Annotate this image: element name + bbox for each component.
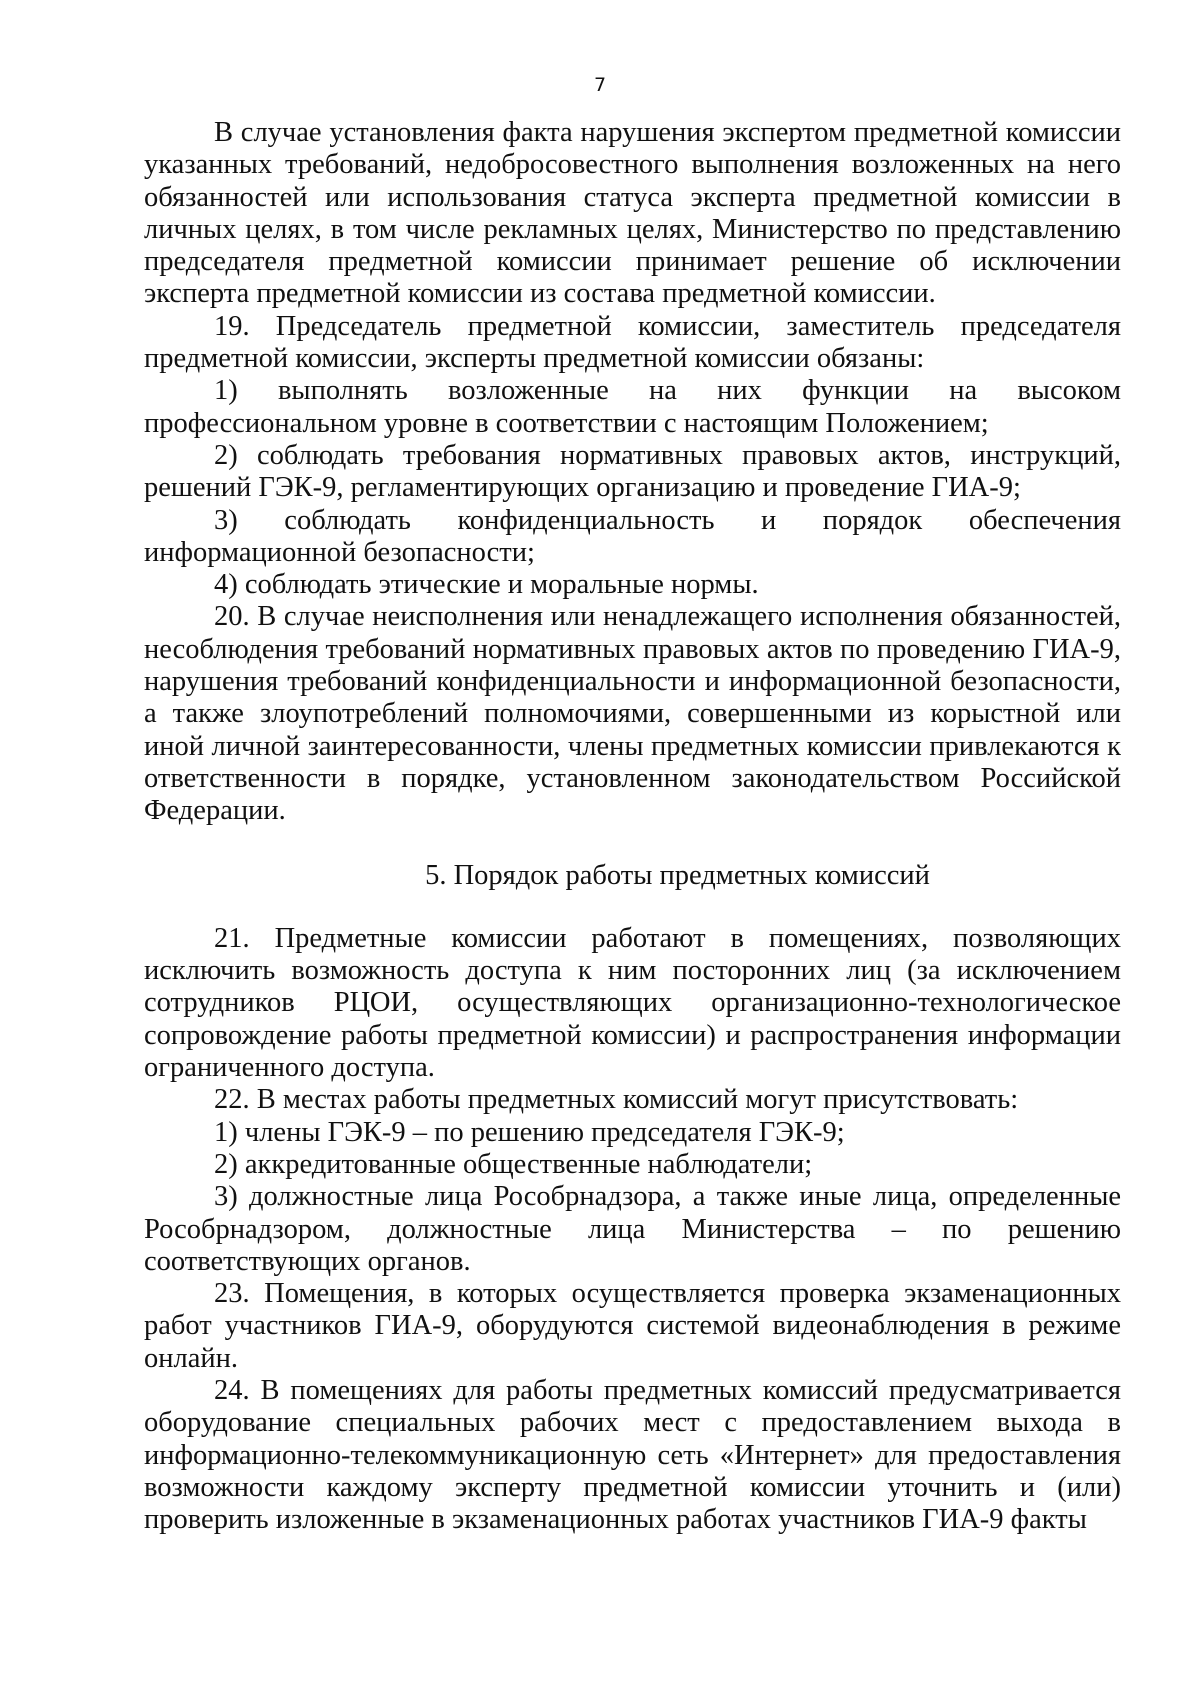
paragraph-19: 19. Председатель предметной комиссии, заместитель председателя предметной комиссии, эксперты предметной комиссии обязаны: <box>144 310 1121 375</box>
paragraph-24: 24. В помещениях для работы предметных комиссий предусматривается оборудование специальных рабочих мест с предоставлением выхода в информационно-телекоммуникационную сеть «Интернет» для предоставления возможности каждому эксперту предметной комиссии уточнить и (или) проверить изложенные в экзаменационных работах участников ГИА-9 факты <box>144 1374 1121 1536</box>
document-body <box>144 117 1121 1536</box>
paragraph-22: 22. В местах работы предметных комиссий могут присутствовать: <box>214 1084 1019 1116</box>
paragraph-expert-exclusion: В случае установления факта нарушения экспертом предметной комиссии указанных требований, недобросовестного выполнения возложенных на него обязанностей или использования статуса эксперта предметной комиссии в личных целях, в том числе рекламных целях, Министерство по представлению председателя предметной комиссии принимает решение об исключении эксперта предметной комиссии из состава предметной комиссии. <box>144 117 1121 310</box>
paragraph-19-item-3: 3) соблюдать конфиденциальность и порядок обеспечения информационной безопасности; <box>144 504 1121 568</box>
paragraph-21: 21. Предметные комиссии работают в помещениях, позволяющих исключить возможность доступа к ним посторонних лиц (за исключением сотрудников РЦОИ, осуществляющих организационно-технологическое сопровождение работы предметной комиссии) и распространения информации ограниченного доступа. <box>144 922 1121 1084</box>
paragraph-19-item-2: 2) соблюдать требования нормативных правовых актов, инструкций, решений ГЭК-9, регламентирующих организацию и проведение ГИА-9; <box>144 439 1121 504</box>
section-heading: 5. Порядок работы предметных комиссий <box>425 859 930 891</box>
paragraph-19-item-4: 4) соблюдать этические и моральные нормы. <box>214 569 759 601</box>
paragraph-22-item-3: 3) должностные лица Рособрнадзора, а также иные лица, определенные Рособрнадзором, должностные лица Министерства – по решению соответствующих органов. <box>144 1181 1121 1277</box>
page-number: 7 <box>593 74 607 96</box>
paragraph-22-item-1: 1) члены ГЭК-9 – по решению председателя ГЭК-9; <box>214 1116 845 1148</box>
paragraph-19-item-1: 1) выполнять возложенные на них функции на высоком профессиональном уровне в соответствии с настоящим Положением; <box>144 375 1121 439</box>
paragraph-20: 20. В случае неисполнения или ненадлежащего исполнения обязанностей, несоблюдения требований нормативных правовых актов по проведению ГИА-9, нарушения требований конфиденциальности и информационной безопасности, а также злоупотреблений полномочиями, совершенными из корыстной или иной личной заинтересованности, члены предметных комиссии привлекаются к ответственности в порядке, установленном законодательством Российской Федерации. <box>144 601 1121 827</box>
paragraph-22-item-2: 2) аккредитованные общественные наблюдатели; <box>214 1148 813 1180</box>
paragraph-23: 23. Помещения, в которых осуществляется проверка экзаменационных работ участников ГИА-9, оборудуются системой видеонаблюдения в режиме онлайн. <box>144 1278 1121 1374</box>
